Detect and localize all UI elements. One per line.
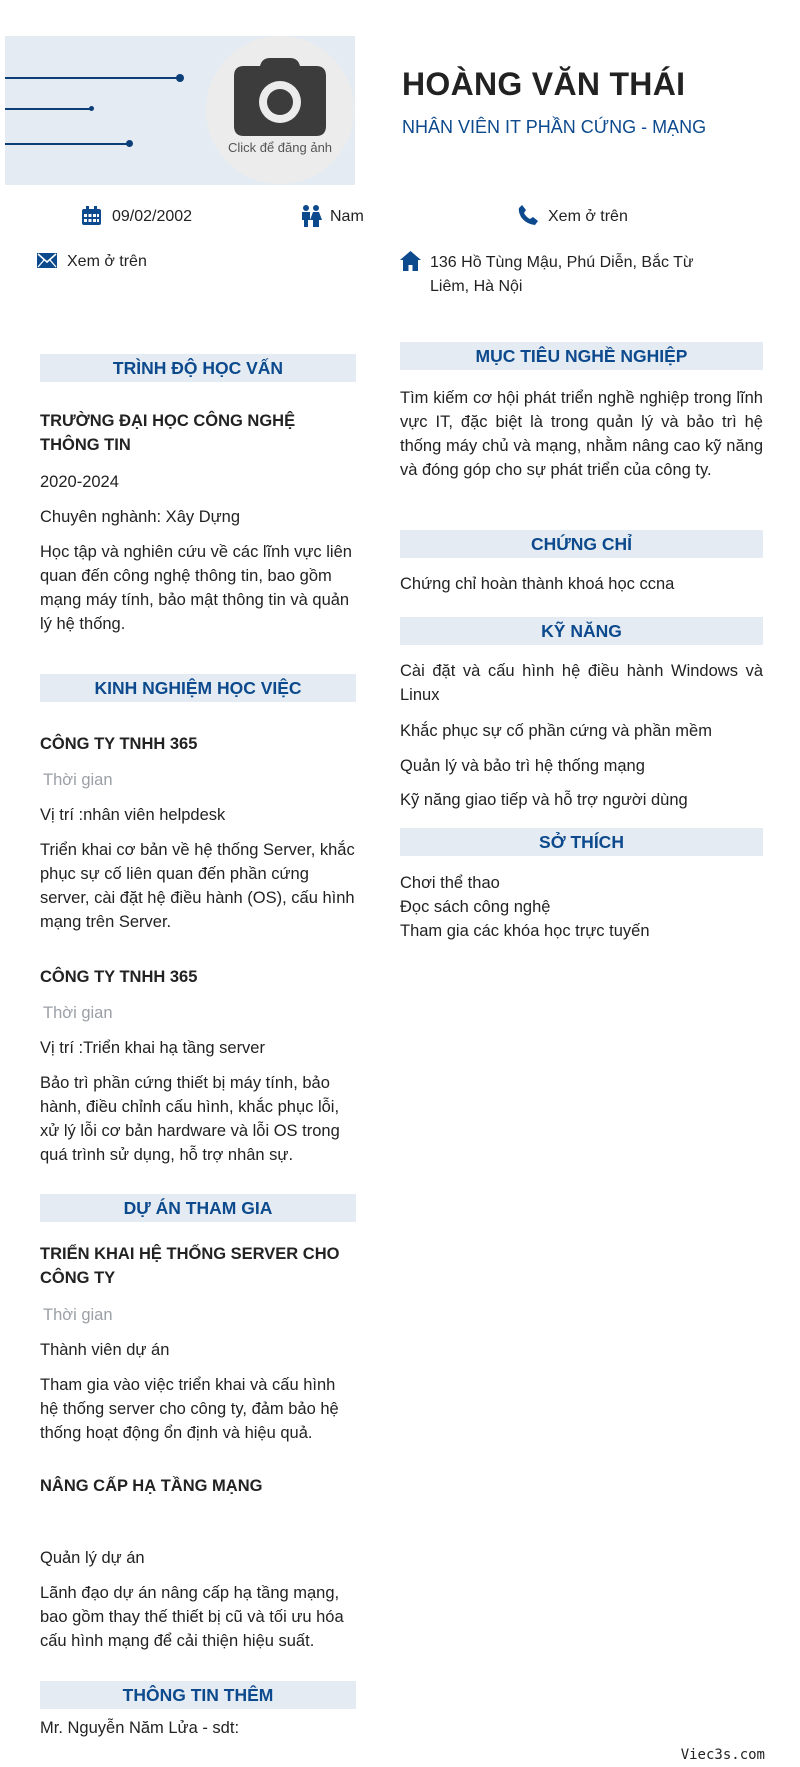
address: 136 Hồ Tùng Mậu, Phú Diễn, Bắc Từ Liêm, Hà Nội — [430, 254, 694, 295]
phone: Xem ở trên — [548, 208, 628, 225]
home-icon — [400, 251, 421, 271]
hobby-item: Chơi thể thao — [400, 874, 500, 892]
experience-company: CÔNG TY TNHH 365 — [40, 968, 198, 986]
email-icon — [37, 253, 57, 268]
hobby-item: Đọc sách công nghệ — [400, 898, 551, 916]
watermark-brand: Viec3s.com — [680, 1747, 765, 1763]
skills-section-title: KỸ NĂNG — [400, 617, 763, 645]
certificates-section-title: CHỨNG CHỈ — [400, 530, 763, 558]
gender: Nam — [330, 208, 364, 225]
project-description: Tham gia vào việc triển khai và cấu hình hệ thống server cho công ty, đảm bảo hệ thống hoạt động ổn định và hiệu quả. — [40, 1376, 339, 1442]
skill-item: Khắc phục sự cố phần cứng và phần mềm — [400, 722, 712, 740]
education-major: Chuyên nghành: Xây Dựng — [40, 508, 241, 526]
camera-icon[interactable] — [234, 58, 326, 136]
experience-description: Bảo trì phần cứng thiết bị máy tính, bảo hành, điều chỉnh cấu hình, khắc phục lỗi, xử lý lỗi cơ bản hardware và lỗi OS trong quá trình sử dụng, hỗ trợ nhân sự. — [40, 1074, 340, 1164]
decor-dot — [176, 74, 184, 82]
education-description: Học tập và nghiên cứu về các lĩnh vực liên quan đến công nghệ thông tin, bao gồm mạng máy tính, bảo mật thông tin và quản lý hệ thống. — [40, 543, 352, 633]
hobby-item: Tham gia các khóa học trực tuyến — [400, 922, 650, 940]
experience-time: Thời gian — [43, 1004, 113, 1022]
education-section-title: TRÌNH ĐỘ HỌC VẤN — [40, 354, 356, 382]
experience-position: Vị trí :nhân viên helpdesk — [40, 806, 226, 824]
education-period: 2020-2024 — [40, 473, 119, 491]
gender-icon — [300, 205, 322, 227]
skill-item: Cài đặt và cấu hình hệ điều hành Windows và Linux — [400, 662, 763, 704]
project-description: Lãnh đạo dự án nâng cấp hạ tầng mạng, bao gồm thay thế thiết bị cũ và tối ưu hóa cấu hình mạng để cải thiện hiệu suất. — [40, 1584, 344, 1650]
objective-text: Tìm kiếm cơ hội phát triển nghề nghiệp trong lĩnh vực IT, đặc biệt là trong quản lý và bảo trì hệ thống máy chủ và mạng, nhằm nâng cao kỹ năng và đóng góp cho sự phát triển của công ty. — [400, 389, 763, 479]
certificate-item: Chứng chỉ hoàn thành khoá học ccna — [400, 575, 675, 593]
decor-line — [5, 77, 180, 79]
photo-upload-hint[interactable]: Click để đăng ảnh — [227, 140, 333, 155]
objective-section-title: MỤC TIÊU NGHỀ NGHIỆP — [400, 342, 763, 370]
experience-company: CÔNG TY TNHH 365 — [40, 735, 198, 753]
skill-item: Kỹ năng giao tiếp và hỗ trợ người dùng — [400, 791, 688, 809]
candidate-role: NHÂN VIÊN IT PHẦN CỨNG - MẠNG — [402, 117, 707, 137]
project-name: TRIỂN KHAI HỆ THỐNG SERVER CHO CÔNG TY — [40, 1245, 340, 1287]
email: Xem ở trên — [67, 253, 147, 270]
projects-section-title: DỰ ÁN THAM GIA — [40, 1194, 356, 1222]
project-role: Quản lý dự án — [40, 1549, 145, 1567]
education-school: TRƯỜNG ĐẠI HỌC CÔNG NGHỆ THÔNG TIN — [40, 412, 296, 454]
decor-dot — [126, 140, 133, 147]
additional-info-section-title: THÔNG TIN THÊM — [40, 1681, 356, 1709]
date-of-birth: 09/02/2002 — [112, 208, 193, 225]
additional-info-text: Mr. Nguyễn Năm Lửa - sdt: — [40, 1719, 240, 1737]
hobbies-section-title: SỞ THÍCH — [400, 828, 763, 856]
project-time: Thời gian — [43, 1306, 113, 1324]
candidate-name: HOÀNG VĂN THÁI — [402, 66, 686, 102]
project-name: NÂNG CẤP HẠ TẦNG MẠNG — [40, 1477, 263, 1495]
experience-section-title: KINH NGHIỆM HỌC VIỆC — [40, 674, 356, 702]
calendar-icon — [82, 206, 101, 225]
experience-time: Thời gian — [43, 771, 113, 789]
decor-dot — [89, 106, 94, 111]
phone-icon — [518, 205, 538, 225]
skill-item: Quản lý và bảo trì hệ thống mạng — [400, 757, 645, 775]
decor-line — [5, 143, 129, 145]
experience-position: Vị trí :Triển khai hạ tầng server — [40, 1039, 265, 1057]
project-role: Thành viên dự án — [40, 1341, 170, 1359]
experience-description: Triển khai cơ bản về hệ thống Server, khắc phục sự cố liên quan đến phần cứng server, cài đặt hệ điều hành (OS), cấu hình mạng trên Server. — [40, 841, 355, 931]
decor-line — [5, 108, 92, 110]
